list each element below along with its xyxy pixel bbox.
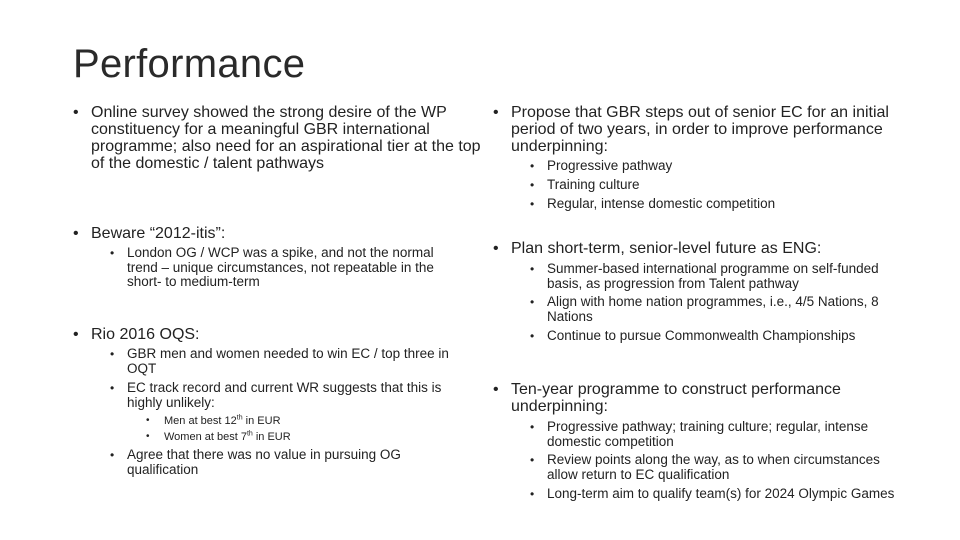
- bullet-plan-short-term: • Plan short-term, senior-level future as ENG:: [493, 240, 921, 257]
- sub-bullet-align-home-nations: • Align with home nation programmes, i.e., 4/5 Nations, 8 Nations: [530, 295, 907, 324]
- sub-bullet-london-og: • London OG / WCP was a spike, and not the normal trend – unique circumstances, not repeatable in the short- to medium-term: [110, 246, 457, 290]
- sub-bullet-ec-track-record: • EC track record and current WR suggests that this is highly unlikely:: [110, 381, 467, 410]
- bullet-online-survey: • Online survey showed the strong desire of the WP constituency for a meaningful GBR international programme; also need for an aspirational tier at the top of the domestic / talent pathways: [73, 104, 491, 172]
- bullet-rio-2016-oqs: • Rio 2016 OQS:: [73, 326, 491, 343]
- sub-bullet-summer-programme: • Summer-based international programme on self-funded basis, as progression from Talent pathway: [530, 262, 907, 291]
- sub-bullet-training-culture: • Training culture: [530, 178, 877, 193]
- bullet-beware-2012-itis: • Beware “2012-itis”:: [73, 225, 491, 242]
- slide-title: Performance: [73, 42, 306, 86]
- sub-bullet-progressive-pathway-culture: • Progressive pathway; training culture; regular, intense domestic competition: [530, 420, 907, 449]
- bullet-ten-year-programme: • Ten-year programme to construct performance underpinning:: [493, 381, 921, 415]
- sub-sub-bullet-men: • Men at best 12th in EUR: [146, 414, 424, 428]
- sub-bullet-progressive-pathway: • Progressive pathway: [530, 159, 877, 174]
- sub-bullet-gbr-needed-to-win: • GBR men and women needed to win EC / top three in OQT: [110, 347, 467, 376]
- sub-bullet-review-points: • Review points along the way, as to when circumstances allow return to EC qualification: [530, 453, 907, 482]
- sub-bullet-regular-competition: • Regular, intense domestic competition: [530, 197, 877, 212]
- bullet-propose-gbr-steps-out: • Propose that GBR steps out of senior EC for an initial period of two years, in order to improve performance underpinning:: [493, 104, 921, 155]
- sub-bullet-long-term-aim: • Long-term aim to qualify team(s) for 2024 Olympic Games: [530, 487, 907, 502]
- sub-sub-bullet-women: • Women at best 7th in EUR: [146, 430, 424, 444]
- sub-bullet-commonwealth: • Continue to pursue Commonwealth Championships: [530, 329, 907, 344]
- sub-bullet-agree-no-value: • Agree that there was no value in pursuing OG qualification: [110, 448, 467, 477]
